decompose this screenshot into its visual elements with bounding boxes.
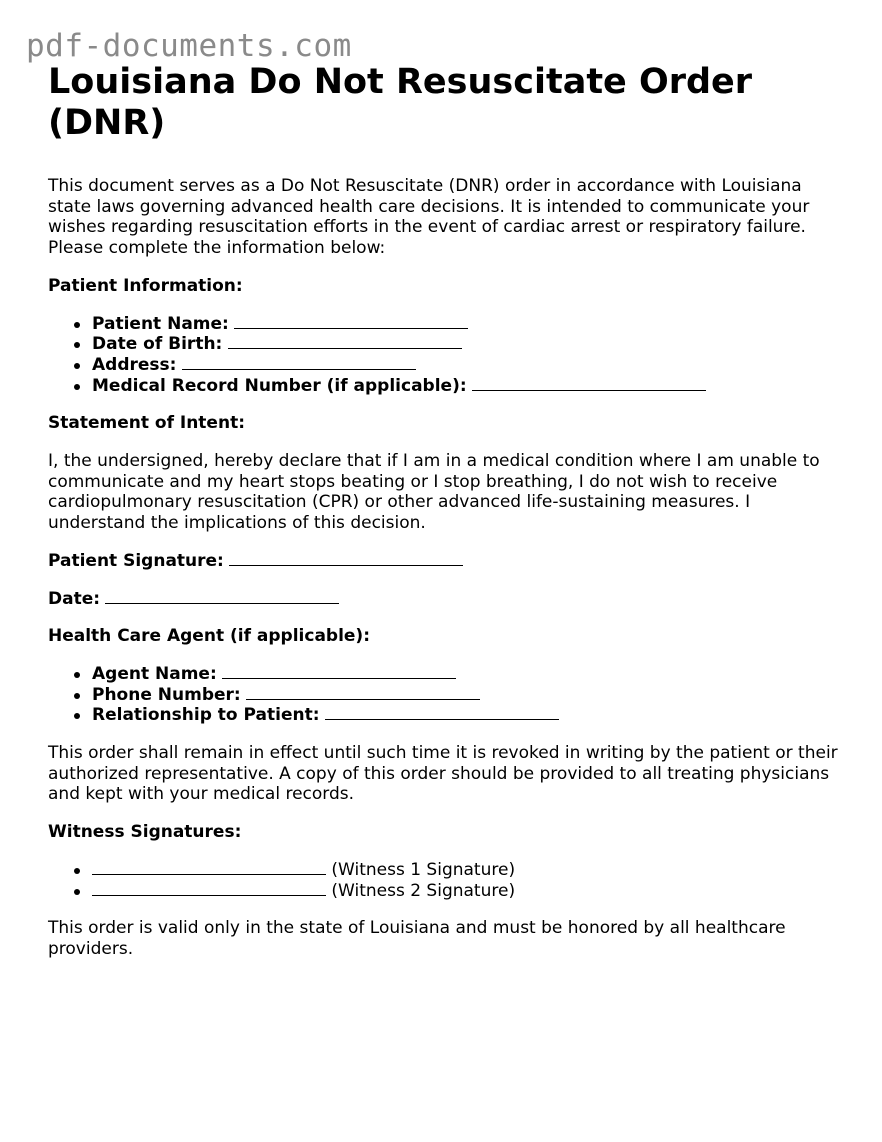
phone-number-label: Phone Number: [92, 684, 241, 705]
list-item [92, 664, 848, 685]
date-label: Date: [48, 588, 101, 609]
list-item [92, 376, 848, 397]
patient-signature-line [48, 551, 848, 572]
date-field[interactable] [105, 589, 339, 604]
witness-list [48, 860, 848, 901]
statement-paragraph: I, the undersigned, hereby declare that if I am in a medical condition where I am unable to communicate and my heart stops beating or I stop breathing, I do not wish to receive cardiopulmonary resuscitation (CPR) or other advanced life-sustaining measures. I understand the implications of this decision. [48, 451, 820, 534]
witness-2-signature-field[interactable] [92, 881, 326, 896]
witness-heading: Witness Signatures: [48, 822, 242, 843]
patient-info-heading: Patient Information: [48, 275, 243, 296]
validity-paragraph: This order is valid only in the state of Louisiana and must be honored by all healthcare providers. [48, 918, 786, 959]
watermark: pdf-documents.com [26, 28, 352, 64]
patient-signature-label: Patient Signature: [48, 550, 224, 571]
list-item [92, 314, 848, 335]
agent-name-field[interactable] [222, 664, 456, 679]
address-field[interactable] [182, 355, 416, 370]
witness-1-signature-field[interactable] [92, 860, 326, 875]
document-title: Louisiana Do Not Resuscitate Order (DNR) [48, 62, 753, 143]
list-item [92, 355, 848, 376]
agent-list [48, 664, 848, 726]
medical-record-number-label: Medical Record Number (if applicable): [92, 375, 467, 396]
list-item [92, 881, 848, 902]
list-item [92, 705, 848, 726]
patient-name-field[interactable] [234, 314, 468, 329]
list-item [92, 334, 848, 355]
document-page [48, 62, 848, 960]
revocation-paragraph: This order shall remain in effect until such time it is revoked in writing by the patient or their authorized representative. A copy of this order should be provided to all treating physicians and kept with your medical records. [48, 743, 838, 805]
intro-paragraph: This document serves as a Do Not Resuscitate (DNR) order in accordance with Louisiana state laws governing advanced health care decisions. It is intended to communicate your wishes regarding resuscitation efforts in the event of cardiac arrest or respiratory failure. Please complete the information below: [48, 176, 810, 259]
phone-number-field[interactable] [246, 685, 480, 700]
address-label: Address: [92, 354, 177, 375]
medical-record-number-field[interactable] [472, 376, 706, 391]
relationship-field[interactable] [325, 705, 559, 720]
agent-name-label: Agent Name: [92, 663, 217, 684]
statement-heading: Statement of Intent: [48, 413, 245, 434]
patient-name-label: Patient Name: [92, 313, 229, 334]
relationship-label: Relationship to Patient: [92, 705, 320, 726]
date-of-birth-field[interactable] [228, 334, 462, 349]
patient-info-list [48, 314, 848, 397]
list-item [92, 685, 848, 706]
list-item [92, 860, 848, 881]
patient-signature-field[interactable] [229, 551, 463, 566]
date-line [48, 589, 848, 610]
agent-heading: Health Care Agent (if applicable): [48, 626, 371, 647]
witness-2-label: (Witness 2 Signature) [331, 880, 516, 901]
witness-1-label: (Witness 1 Signature) [331, 859, 516, 880]
date-of-birth-label: Date of Birth: [92, 334, 223, 355]
